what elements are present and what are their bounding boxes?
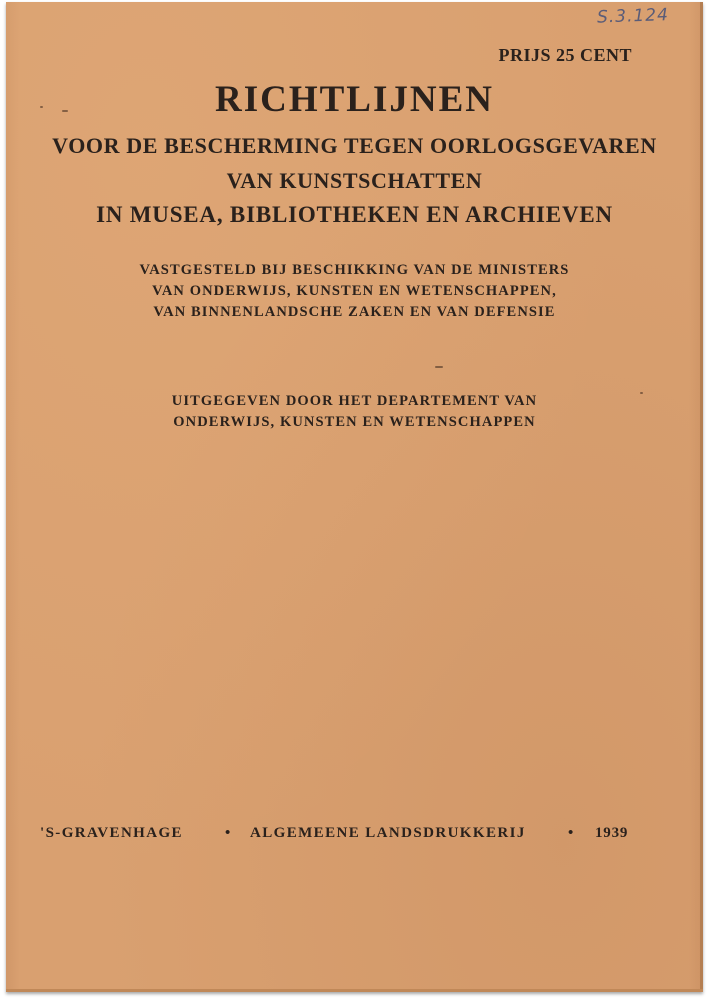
price-label: PRIJS 25 CENT [498,45,632,65]
imprint-city: 'S-GRAVENHAGE [40,825,183,841]
publisher-line-1: UITGEGEVEN DOOR HET DEPARTEMENT VAN [171,393,538,409]
imprint-separator: • [225,825,232,841]
paper-speck [435,366,443,368]
handwritten-catalog-code: S.3.124 [596,5,670,28]
decree-line-1: VASTGESTELD BIJ BESCHIKKING VAN DE MINISTERS [139,262,570,278]
imprint-line [40,825,634,845]
cover-title: RICHTLIJNEN [215,79,494,120]
imprint-separator: • [568,825,575,841]
imprint-printer: ALGEMEENE LANDSDRUKKERIJ [250,825,526,841]
subtitle-line-3: IN MUSEA, BIBLIOTHEKEN EN ARCHIEVEN [96,202,613,227]
subtitle-line-1: VOOR DE BESCHERMING TEGEN OORLOGSGEVAREN [52,133,657,158]
decree-line-2: VAN ONDERWIJS, KUNSTEN EN WETENSCHAPPEN, [152,283,557,299]
imprint-year: 1939 [595,825,629,841]
decree-line-3: VAN BINNENLANDSCHE ZAKEN EN VAN DEFENSIE [153,304,556,320]
subtitle-line-2: VAN KUNSTSCHATTEN [226,168,483,193]
cover-edge-bottom [6,989,703,992]
publisher-line-2: ONDERWIJS, KUNSTEN EN WETENSCHAPPEN [173,414,536,430]
